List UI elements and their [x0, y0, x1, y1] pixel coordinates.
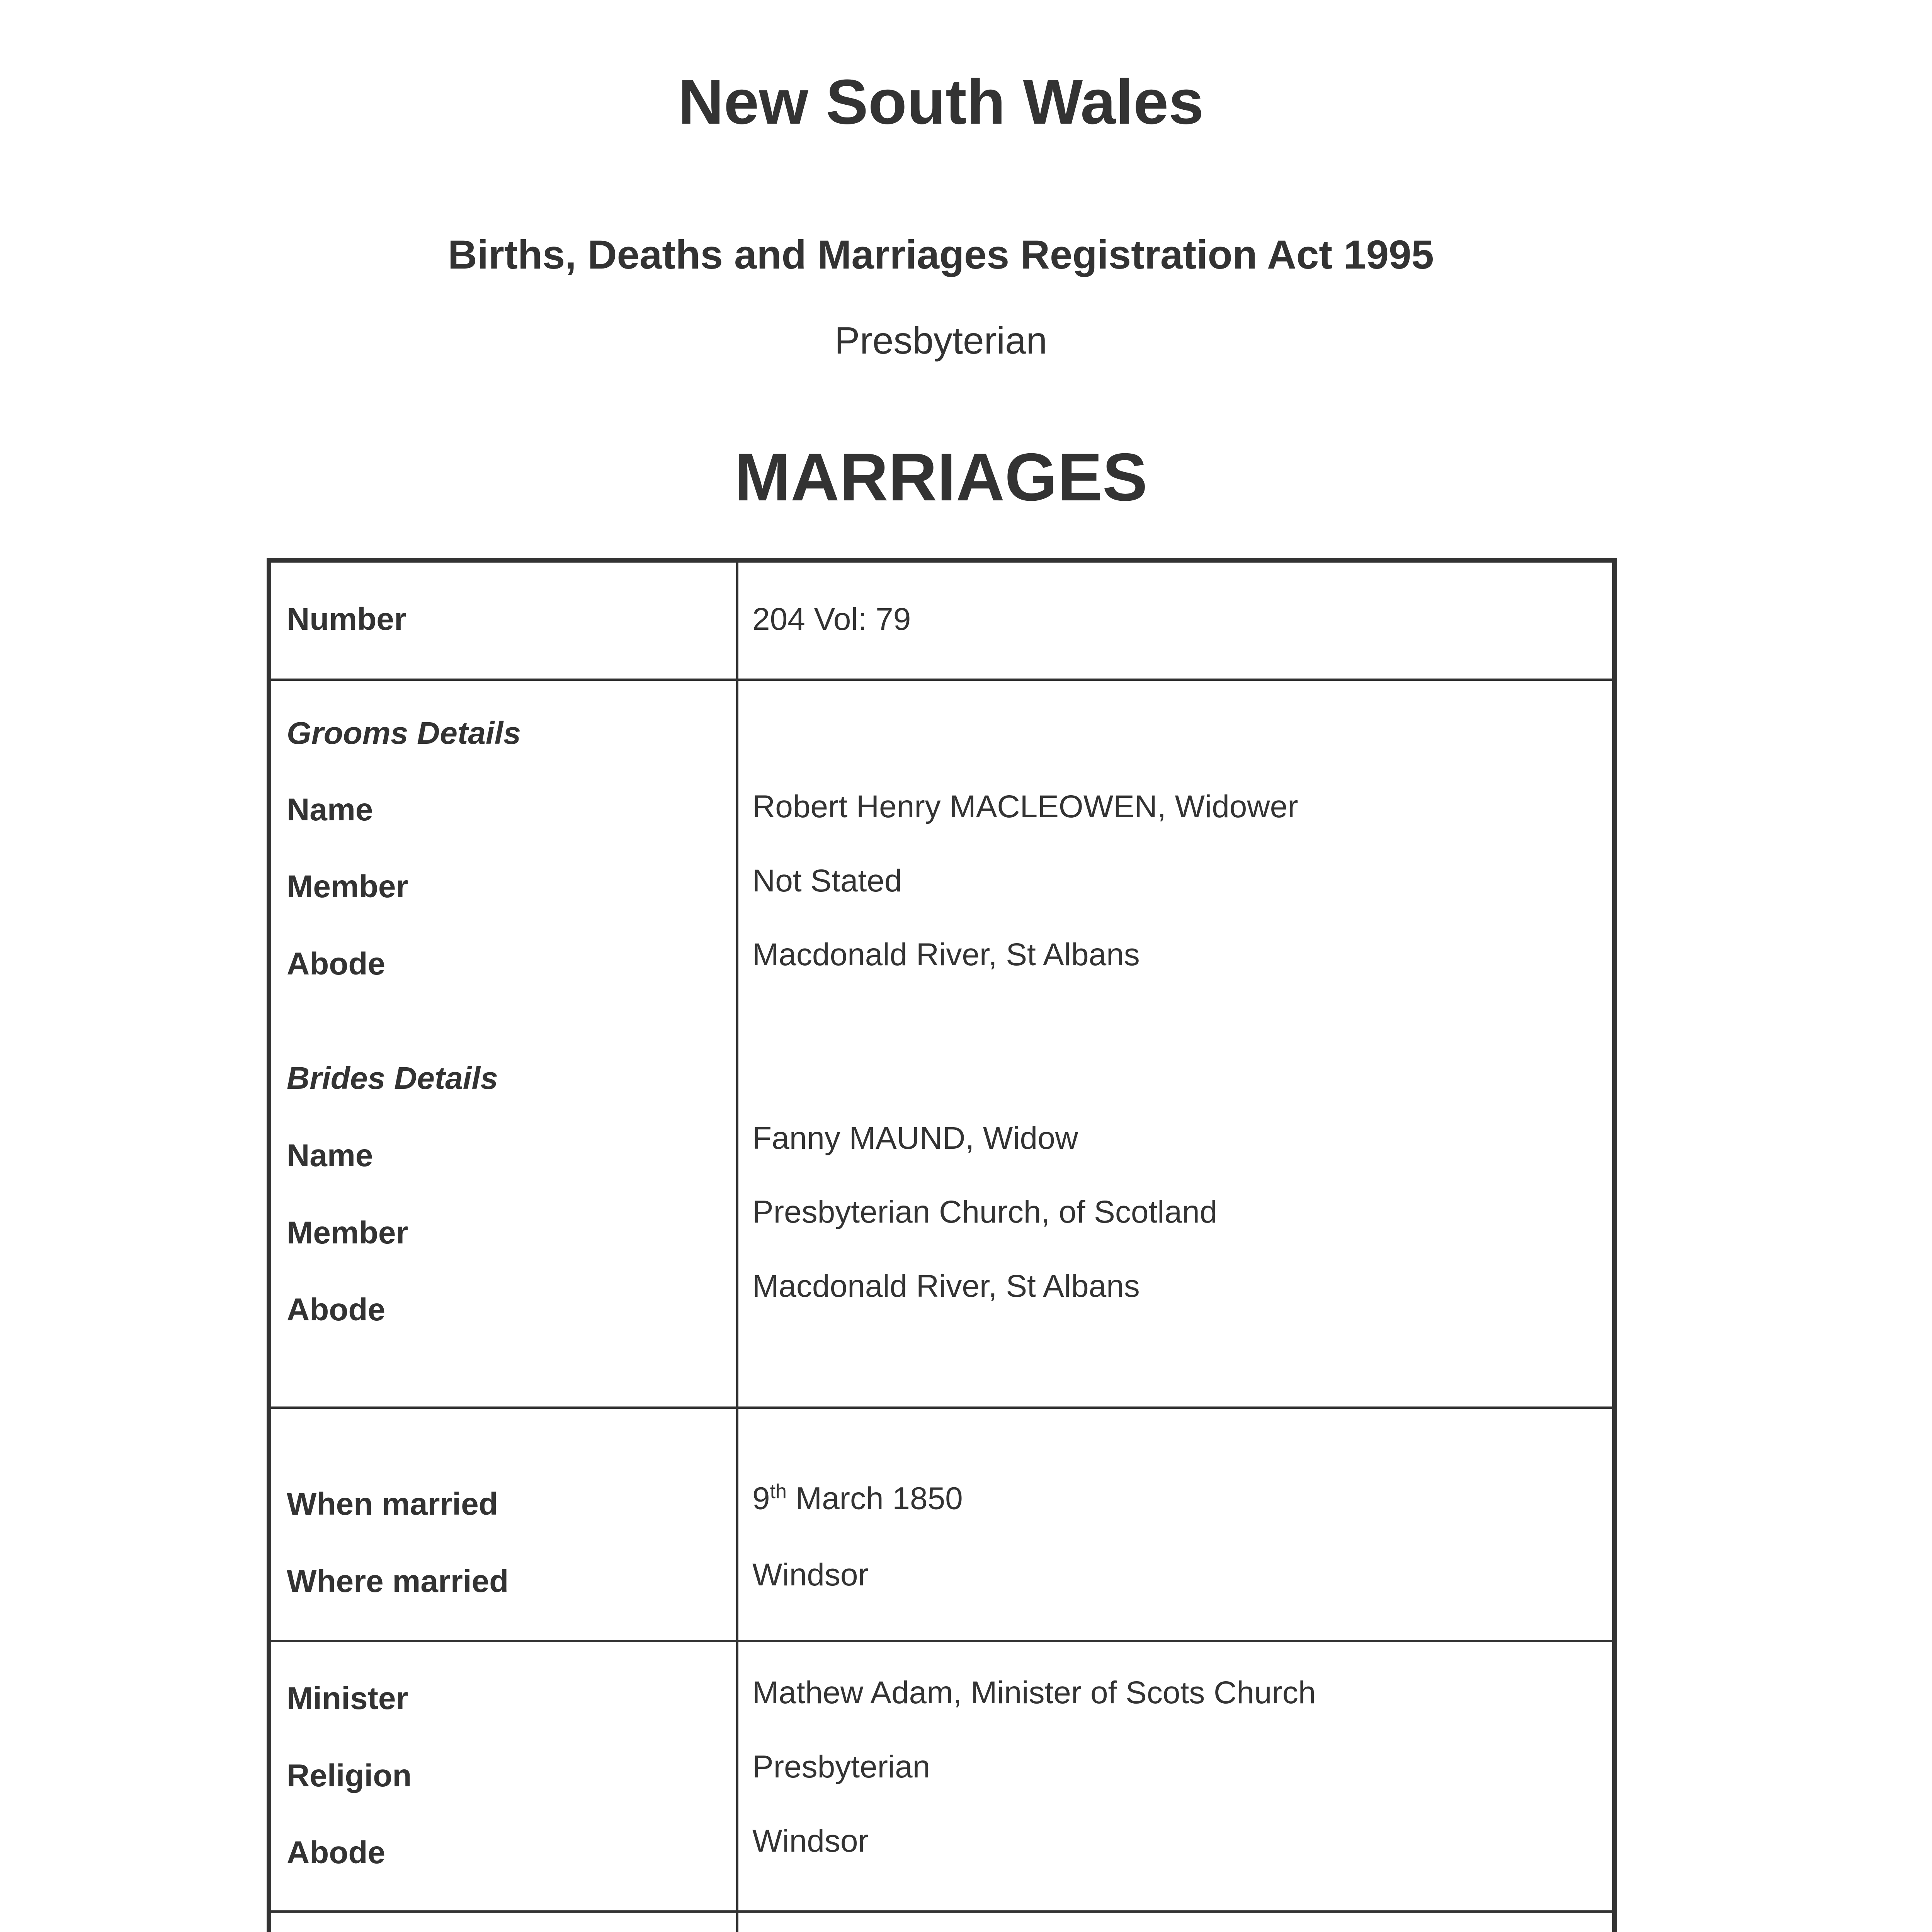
bride-section-heading: Brides Details [287, 1061, 498, 1096]
denomination: Presbyterian [834, 319, 1048, 362]
groom-name-label: Name [287, 792, 373, 827]
groom-abode-label: Abode [287, 946, 386, 981]
groom-member-label: Member [287, 869, 408, 904]
minister-label: Minister [287, 1681, 408, 1716]
religion-value: Presbyterian [752, 1749, 930, 1784]
bride-member-label: Member [287, 1215, 408, 1250]
column-divider [736, 563, 738, 1932]
number-value: 204 Vol: 79 [752, 602, 911, 637]
row-divider [271, 679, 1612, 681]
act-title: Births, Deaths and Marriages Registration Act 1995 [448, 232, 1434, 277]
bride-name-label: Name [287, 1138, 373, 1173]
where-married-value: Windsor [752, 1557, 869, 1592]
bride-abode-label: Abode [287, 1292, 386, 1327]
marriage-record-table [267, 558, 1617, 1932]
religion-label: Religion [287, 1758, 412, 1793]
when-married-label: When married [287, 1486, 498, 1522]
groom-section-heading: Grooms Details [287, 716, 521, 751]
groom-name-value: Robert Henry MACLEOWEN, Widower [752, 789, 1298, 824]
row-divider [271, 1406, 1612, 1409]
state-title: New South Wales [678, 66, 1204, 137]
bride-name-value: Fanny MAUND, Widow [752, 1121, 1078, 1156]
bride-abode-value: Macdonald River, St Albans [752, 1269, 1140, 1304]
row-divider [271, 1910, 1612, 1913]
row-divider [271, 1640, 1612, 1642]
number-label: Number [287, 602, 406, 637]
register-type-title: MARRIAGES [734, 440, 1148, 515]
bride-member-value: Presbyterian Church, of Scotland [752, 1194, 1218, 1230]
minister-abode-value: Windsor [752, 1823, 869, 1859]
minister-abode-label: Abode [287, 1835, 386, 1870]
minister-value: Mathew Adam, Minister of Scots Church [752, 1675, 1316, 1710]
groom-member-value: Not Stated [752, 863, 902, 898]
when-married-value: 9th March 1850 [752, 1480, 963, 1516]
groom-abode-value: Macdonald River, St Albans [752, 937, 1140, 972]
where-married-label: Where married [287, 1564, 509, 1599]
